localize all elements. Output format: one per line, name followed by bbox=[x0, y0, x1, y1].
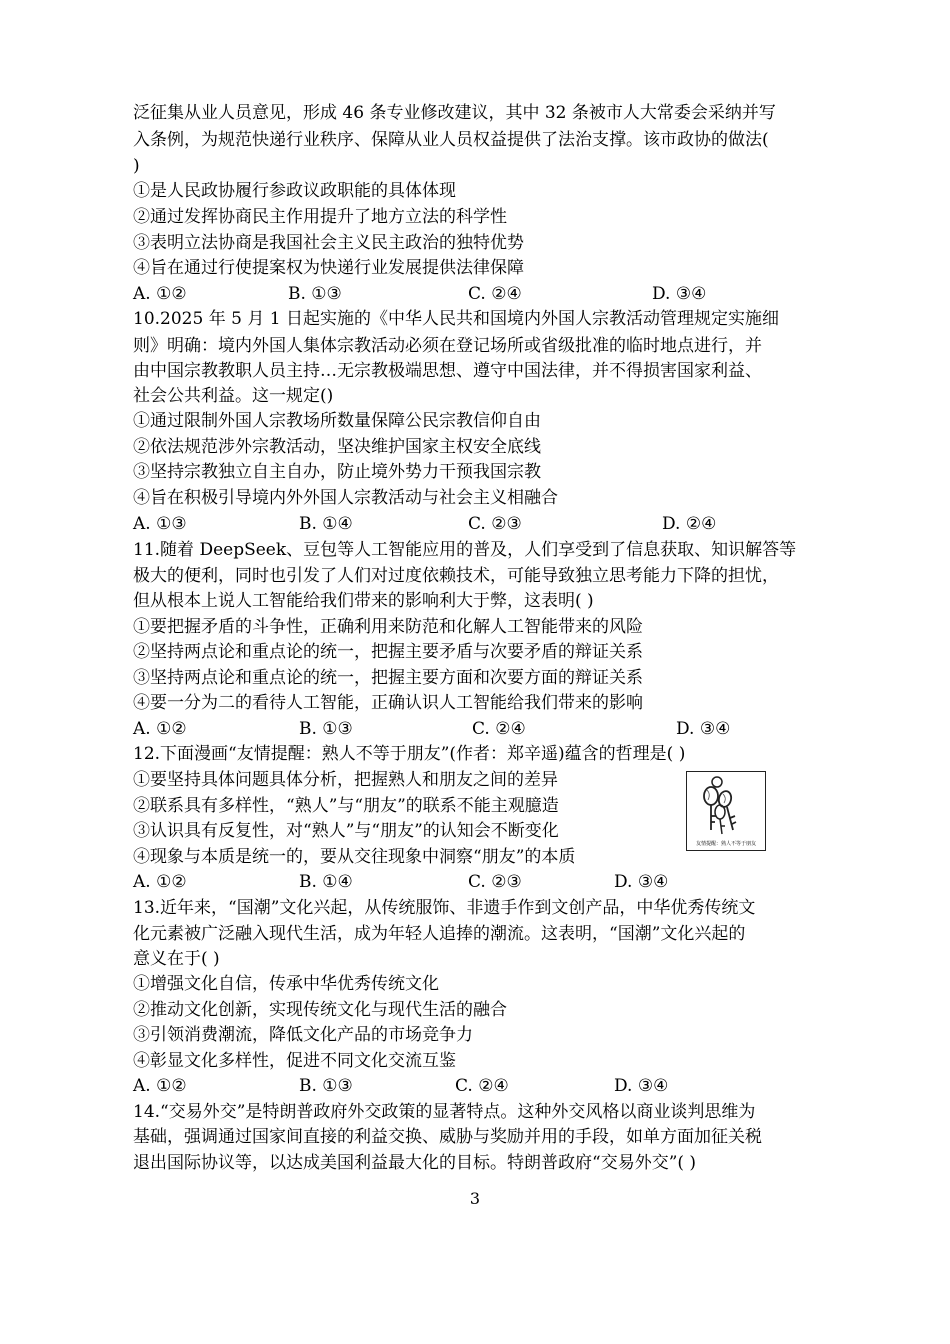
keys-cartoon bbox=[686, 771, 766, 851]
q13-stem-line-1: 13.近年来，“国潮”文化兴起，从传统服饰、非遗手作到文创产品，中华优秀传统文 bbox=[133, 898, 756, 918]
q14-stem-line-1: 14.“交易外交”是特朗普政府外交政策的显著特点。这种外交风格以商业谈判思维为 bbox=[133, 1102, 756, 1122]
q13-stem-line-3: 意义在于( ) bbox=[133, 949, 220, 969]
q10-options bbox=[133, 514, 853, 534]
q14-stem-line-2: 基础，强调通过国家间直接的利益交换、威胁与奖励并用的手段，如单方面加征关税 bbox=[133, 1127, 762, 1147]
q14-stem-line-3: 退出国际协议等，以达成美国利益最大化的目标。特朗普政府“交易外交”( ) bbox=[133, 1153, 697, 1173]
q12-options bbox=[133, 872, 853, 892]
q10-item-3: ③坚持宗教独立自主自办，防止境外势力干预我国宗教 bbox=[133, 462, 541, 482]
q11-item-4: ④要一分为二的看待人工智能，正确认识人工智能给我们带来的影响 bbox=[133, 693, 643, 713]
q9-item-3: ③表明立法协商是我国社会主义民主政治的独特优势 bbox=[133, 233, 524, 253]
q9-stem-line-1: 泛征集从业人员意见，形成 46 条专业修改建议，其中 32 条被市人大常委会采纳并写 bbox=[133, 103, 776, 123]
cartoon-caption: 友情提醒：熟人不等于朋友 bbox=[695, 841, 756, 847]
q10-stem-line-3: 由中国宗教教职人员主持…无宗教极端思想、遵守中国法律，并不得损害国家利益、 bbox=[133, 361, 762, 381]
q11-item-1: ①要把握矛盾的斗争性，正确利用来防范和化解人工智能带来的风险 bbox=[133, 617, 643, 637]
q13-option-a[interactable]: A. ①② bbox=[133, 1076, 187, 1096]
q10-item-2: ②依法规范涉外宗教活动，坚决维护国家主权安全底线 bbox=[133, 437, 541, 457]
q13-option-b[interactable]: B. ①③ bbox=[299, 1076, 353, 1096]
q12-item-4: ④现象与本质是统一的，要从交往现象中洞察“朋友”的本质 bbox=[133, 847, 576, 867]
q10-option-a[interactable]: A. ①③ bbox=[133, 514, 187, 534]
q13-stem-line-2: 化元素被广泛融入现代生活，成为年轻人追捧的潮流。这表明，“国潮”文化兴起的 bbox=[133, 924, 746, 944]
q11-stem-line-3: 但从根本上说人工智能给我们带来的影响利大于弊，这表明( ) bbox=[133, 591, 594, 611]
q9-option-a[interactable]: A. ①② bbox=[133, 284, 187, 304]
q9-stem-line-2: 入条例，为规范快递行业秩序、保障从业人员权益提供了法治支撑。该市政协的做法( bbox=[133, 130, 769, 150]
q10-option-c[interactable]: C. ②③ bbox=[468, 514, 522, 534]
q11-stem-line-1: 11.随着 DeepSeek、豆包等人工智能应用的普及，人们享受到了信息获取、知识解答等 bbox=[133, 540, 797, 560]
q9-option-d[interactable]: D. ③④ bbox=[652, 284, 707, 304]
q10-stem-line-1: 10.2025 年 5 月 1 日起实施的《中华人民共和国境内外国人宗教活动管理规定实施细 bbox=[133, 309, 779, 329]
q10-item-1: ①通过限制外国人宗教场所数量保障公民宗教信仰自由 bbox=[133, 411, 541, 431]
q10-stem-line-4: 社会公共利益。这一规定() bbox=[133, 386, 334, 406]
page-number: 3 bbox=[469, 1189, 481, 1208]
q10-option-b[interactable]: B. ①④ bbox=[299, 514, 353, 534]
q9-item-1: ①是人民政协履行参政议政职能的具体体现 bbox=[133, 181, 456, 201]
q10-item-4: ④旨在积极引导境内外外国人宗教活动与社会主义相融合 bbox=[133, 488, 558, 508]
q12-option-a[interactable]: A. ①② bbox=[133, 872, 187, 892]
q9-option-b[interactable]: B. ①③ bbox=[288, 284, 342, 304]
q11-option-c[interactable]: C. ②④ bbox=[472, 719, 526, 739]
q12-item-2: ②联系具有多样性，“熟人”与“朋友”的联系不能主观臆造 bbox=[133, 796, 559, 816]
q9-option-c[interactable]: C. ②④ bbox=[468, 284, 522, 304]
q11-item-2: ②坚持两点论和重点论的统一，把握主要矛盾与次要矛盾的辩证关系 bbox=[133, 642, 643, 662]
q12-item-1: ①要坚持具体问题具体分析，把握熟人和朋友之间的差异 bbox=[133, 770, 558, 790]
q9-options bbox=[133, 284, 853, 304]
q11-option-d[interactable]: D. ③④ bbox=[676, 719, 731, 739]
q11-option-b[interactable]: B. ①③ bbox=[299, 719, 353, 739]
q13-option-d[interactable]: D. ③④ bbox=[614, 1076, 669, 1096]
keys-cartoon-icon bbox=[687, 772, 765, 850]
q9-stem-line-3: ) bbox=[133, 156, 140, 176]
q9-item-2: ②通过发挥协商民主作用提升了地方立法的科学性 bbox=[133, 207, 507, 227]
q13-item-3: ③引领消费潮流，降低文化产品的市场竞争力 bbox=[133, 1025, 473, 1045]
q10-option-d[interactable]: D. ②④ bbox=[662, 514, 717, 534]
q9-item-4: ④旨在通过行使提案权为快递行业发展提供法律保障 bbox=[133, 258, 524, 278]
q12-option-d[interactable]: D. ③④ bbox=[614, 872, 669, 892]
q11-item-3: ③坚持两点论和重点论的统一，把握主要方面和次要方面的辩证关系 bbox=[133, 668, 643, 688]
q12-option-b[interactable]: B. ①④ bbox=[299, 872, 353, 892]
q13-item-4: ④彰显文化多样性，促进不同文化交流互鉴 bbox=[133, 1051, 456, 1071]
q12-item-3: ③认识具有反复性，对“熟人”与“朋友”的认知会不断变化 bbox=[133, 821, 559, 841]
q10-stem-line-2: 则》明确：境内外国人集体宗教活动必须在登记场所或省级批准的临时地点进行，并 bbox=[133, 336, 762, 356]
q13-item-2: ②推动文化创新，实现传统文化与现代生活的融合 bbox=[133, 1000, 507, 1020]
q11-options bbox=[133, 719, 853, 739]
q11-option-a[interactable]: A. ①② bbox=[133, 719, 187, 739]
q12-stem-line-1: 12.下面漫画“友情提醒：熟人不等于朋友”(作者：郑辛遥)蕴含的哲理是( ) bbox=[133, 744, 686, 764]
q11-stem-line-2: 极大的便利，同时也引发了人们对过度依赖技术，可能导致独立思考能力下降的担忧， bbox=[133, 566, 779, 586]
q12-option-c[interactable]: C. ②③ bbox=[468, 872, 522, 892]
q13-options bbox=[133, 1076, 853, 1096]
q13-item-1: ①增强文化自信，传承中华优秀传统文化 bbox=[133, 974, 439, 994]
q13-option-c[interactable]: C. ②④ bbox=[455, 1076, 509, 1096]
